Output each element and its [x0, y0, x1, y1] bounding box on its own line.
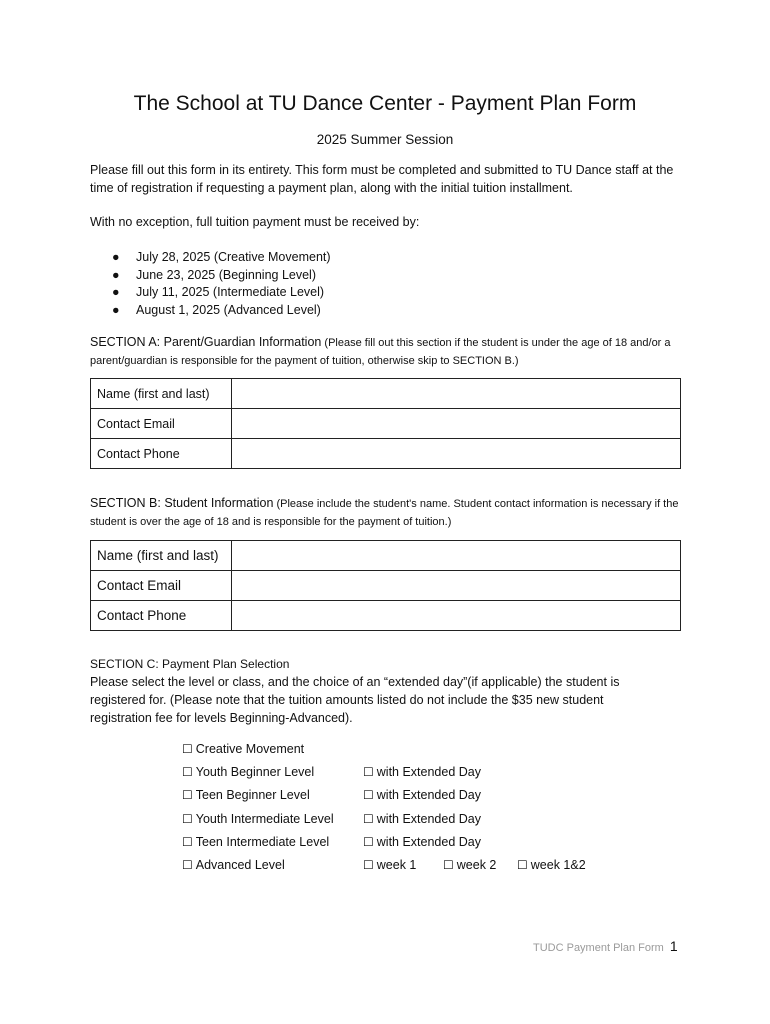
parent-email-label: Contact Email	[91, 409, 232, 439]
page-number: 1	[669, 938, 678, 954]
parent-info-table	[90, 378, 681, 469]
list-item: ● June 23, 2025 (Beginning Level)	[112, 267, 331, 285]
table-row	[91, 541, 681, 571]
section-a-note: (Please fill out this section if the student is under the age of 18 and/or a parent/guardian is responsible for the payment of tuition, otherwise skip to SECTION B.)	[90, 337, 671, 367]
section-a-heading	[90, 334, 690, 370]
intro-paragraph: Please fill out this form in its entirety. This form must be completed and submitted to TU Dance staff at the time of registration if requesting a payment plan, along with the initial tuition installment.	[90, 163, 674, 195]
student-info-table	[90, 540, 681, 631]
parent-name-label: Name (first and last)	[91, 379, 232, 409]
list-item: ● July 28, 2025 (Creative Movement)	[112, 249, 331, 267]
youth-intermediate-checkbox[interactable]: ☐ Youth Intermediate Level	[182, 811, 334, 826]
option-row	[182, 835, 642, 858]
bullet-icon: ●	[112, 250, 120, 264]
teen-beginner-extended-checkbox[interactable]: ☐ with Extended Day	[363, 788, 481, 803]
section-c-text: Please select the level or class, and the choice of an “extended day”(if applicable) the student is registered for. (Please note that the tuition amounts listed do not include the $35 new student registration fee for levels Beginning-Advanced).	[90, 675, 620, 725]
table-row	[91, 409, 681, 439]
table-row	[91, 601, 681, 631]
checkbox-icon: ☐	[182, 811, 193, 826]
option-row	[182, 788, 642, 811]
payment-plan-options	[182, 742, 642, 881]
youth-beginner-extended-checkbox[interactable]: ☐ with Extended Day	[363, 765, 481, 780]
option-row	[182, 858, 642, 881]
advanced-week-2-checkbox[interactable]: ☐ week 2	[443, 857, 497, 872]
youth-beginner-checkbox[interactable]: ☐ Youth Beginner Level	[182, 765, 315, 780]
checkbox-icon: ☐	[182, 834, 193, 849]
checkbox-icon: ☐	[363, 811, 374, 826]
table-row	[91, 379, 681, 409]
advanced-checkbox[interactable]: ☐ Advanced Level	[182, 857, 285, 872]
checkbox-icon: ☐	[443, 857, 454, 872]
checkbox-icon: ☐	[363, 788, 374, 803]
student-email-field[interactable]	[232, 571, 681, 601]
checkbox-icon: ☐	[363, 765, 374, 780]
parent-phone-field[interactable]	[232, 439, 681, 469]
page-footer	[533, 938, 678, 954]
teen-intermediate-extended-checkbox[interactable]: ☐ with Extended Day	[363, 834, 481, 849]
parent-email-field[interactable]	[232, 409, 681, 439]
advanced-week-1-2-checkbox[interactable]: ☐ week 1&2	[517, 857, 586, 872]
student-email-label: Contact Email	[91, 571, 232, 601]
section-a-label: SECTION A: Parent/Guardian Information	[90, 335, 322, 349]
youth-intermediate-extended-checkbox[interactable]: ☐ with Extended Day	[363, 811, 481, 826]
teen-beginner-checkbox[interactable]: ☐ Teen Beginner Level	[182, 788, 310, 803]
student-name-label: Name (first and last)	[91, 541, 232, 571]
checkbox-icon: ☐	[182, 742, 193, 756]
option-row	[182, 812, 642, 835]
creative-movement-checkbox[interactable]: ☐ Creative Movement	[182, 742, 305, 756]
section-b-heading	[90, 495, 690, 531]
bullet-icon: ●	[112, 302, 120, 317]
checkbox-icon: ☐	[363, 834, 374, 849]
teen-intermediate-checkbox[interactable]: ☐ Teen Intermediate Level	[182, 834, 330, 849]
table-row	[91, 571, 681, 601]
checkbox-icon: ☐	[182, 788, 193, 803]
checkbox-icon: ☐	[363, 857, 374, 872]
section-b-label: SECTION B: Student Information	[90, 496, 274, 510]
bullet-icon: ●	[112, 285, 120, 299]
student-phone-label: Contact Phone	[91, 601, 232, 631]
list-item: ● July 11, 2025 (Intermediate Level)	[112, 284, 331, 302]
option-row	[182, 765, 642, 788]
page-title: The School at TU Dance Center - Payment Plan Form	[133, 92, 637, 115]
section-c-label: SECTION C: Payment Plan Selection	[90, 657, 290, 671]
bullet-icon: ●	[112, 267, 120, 282]
checkbox-icon: ☐	[182, 765, 193, 780]
advanced-week-1-checkbox[interactable]: ☐ week 1	[363, 857, 417, 872]
student-name-field[interactable]	[232, 541, 681, 571]
deadline-list	[112, 249, 331, 319]
section-b-note: (Please include the student's name. Student contact information is necessary if the student is over the age of 18 and is responsible for the payment of tuition.)	[90, 498, 679, 528]
parent-phone-label: Contact Phone	[91, 439, 232, 469]
page-subtitle: 2025 Summer Session	[316, 132, 454, 147]
footer-label: TUDC Payment Plan Form	[533, 942, 664, 954]
deadline-intro: With no exception, full tuition payment must be received by:	[90, 215, 420, 229]
parent-name-field[interactable]	[232, 379, 681, 409]
student-phone-field[interactable]	[232, 601, 681, 631]
checkbox-icon: ☐	[517, 857, 528, 872]
option-row	[182, 742, 642, 765]
list-item: ● August 1, 2025 (Advanced Level)	[112, 302, 331, 320]
table-row	[91, 439, 681, 469]
checkbox-icon: ☐	[182, 857, 193, 872]
